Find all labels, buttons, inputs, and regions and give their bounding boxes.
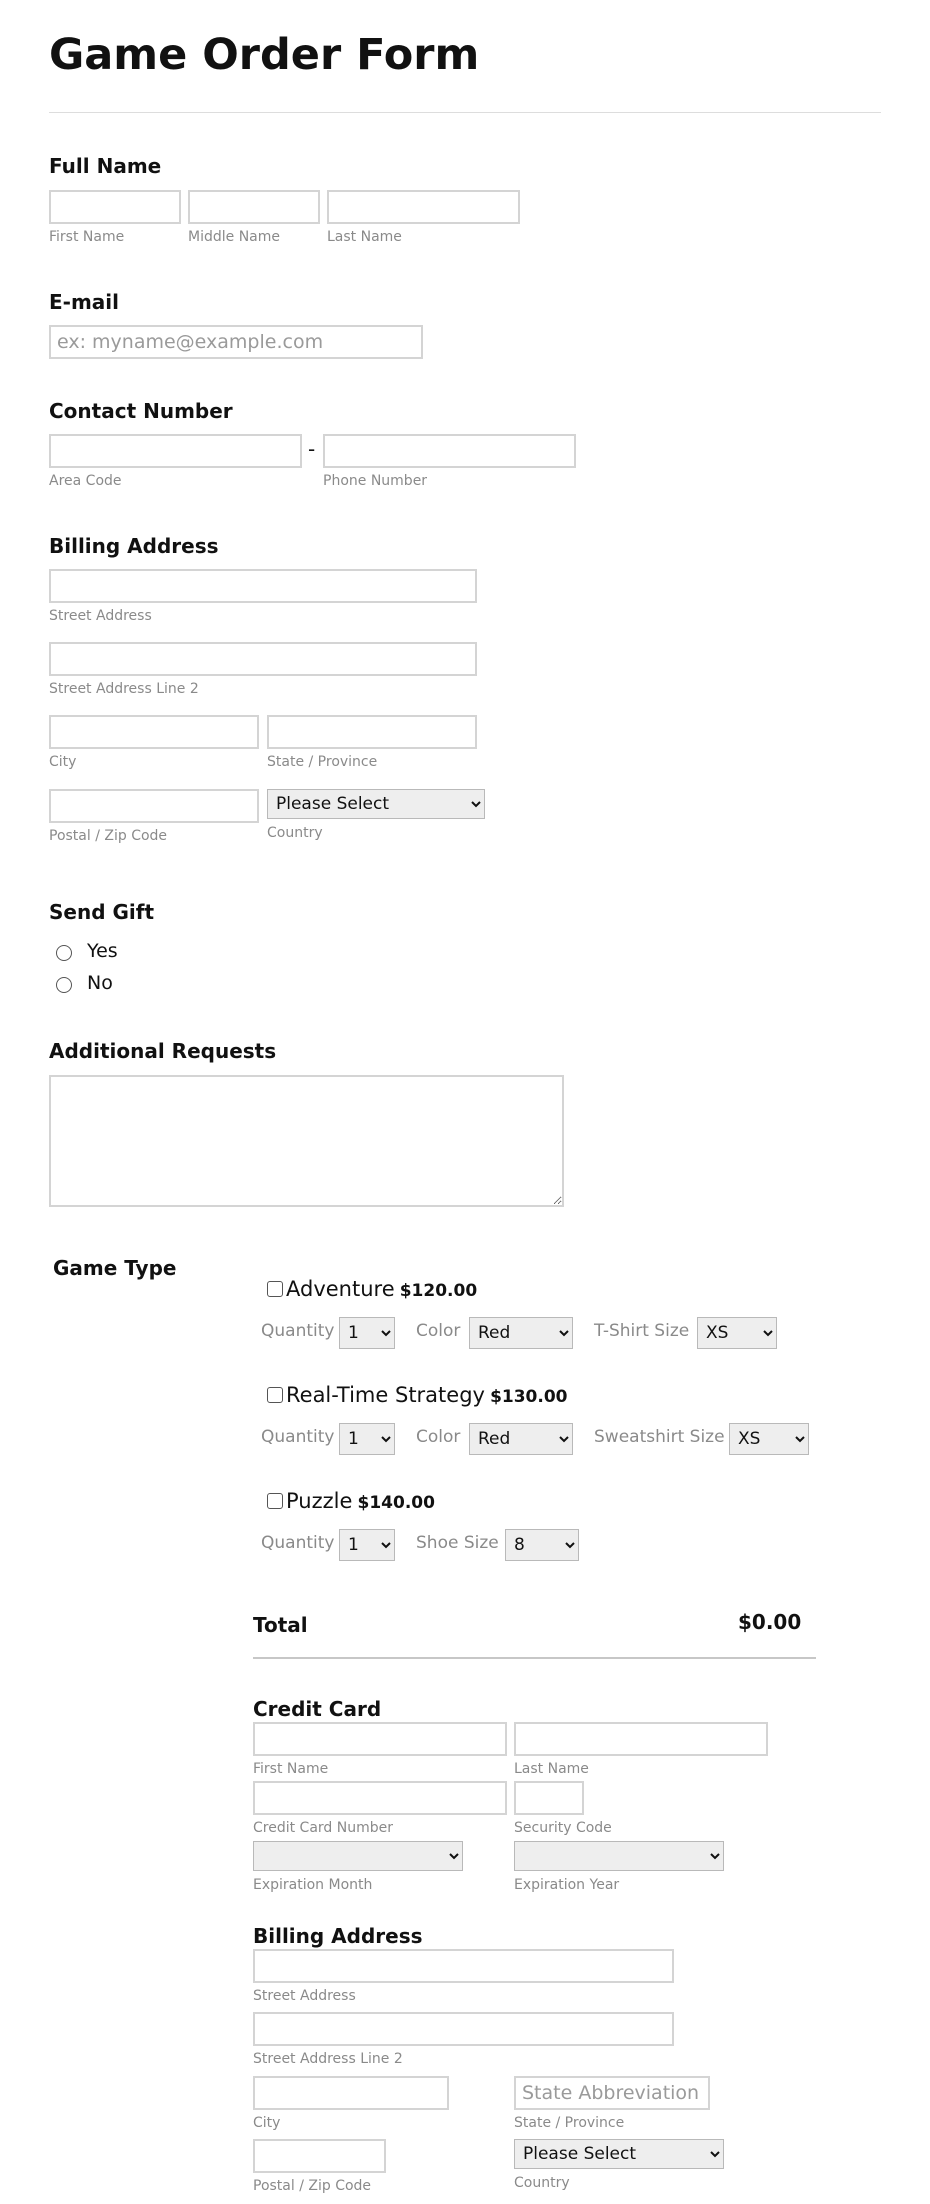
cc-street-address-line2-input[interactable]	[253, 2012, 674, 2046]
phone-separator: -	[308, 437, 316, 461]
puzzle-name: Puzzle	[286, 1489, 353, 1513]
state-input[interactable]	[267, 715, 477, 749]
contact-number-label: Contact Number	[49, 399, 233, 423]
cc-city-input[interactable]	[253, 2076, 449, 2110]
state-sublabel: State / Province	[267, 754, 378, 770]
last-name-input[interactable]	[327, 190, 520, 224]
game-type-label: Game Type	[53, 1256, 177, 1280]
email-label: E-mail	[49, 290, 120, 314]
cc-number-input[interactable]	[253, 1781, 507, 1815]
gift-yes-label[interactable]: Yes	[87, 940, 118, 962]
cc-zip-sublabel: Postal / Zip Code	[253, 2178, 372, 2194]
cc-last-name-sublabel: Last Name	[514, 1761, 589, 1777]
total-value: $0.00	[738, 1610, 802, 1634]
puzzle-checkbox[interactable]	[267, 1493, 283, 1509]
rts-name: Real-Time Strategy	[286, 1383, 485, 1407]
cc-street-address-line2-sublabel: Street Address Line 2	[253, 2051, 403, 2067]
adventure-checkbox[interactable]	[267, 1281, 283, 1297]
rts-product	[286, 1383, 568, 1407]
last-name-sublabel: Last Name	[327, 229, 402, 245]
gift-yes-radio[interactable]	[56, 945, 72, 961]
first-name-input[interactable]	[49, 190, 181, 224]
cc-first-name-input[interactable]	[253, 1722, 507, 1756]
cc-security-code-sublabel: Security Code	[514, 1820, 612, 1836]
adventure-quantity-label: Quantity	[261, 1321, 335, 1341]
cc-number-sublabel: Credit Card Number	[253, 1820, 393, 1836]
puzzle-price: $140.00	[357, 1493, 435, 1513]
page-title: Game Order Form	[49, 30, 480, 80]
cc-first-name-sublabel: First Name	[253, 1761, 329, 1777]
puzzle-size-label: Shoe Size	[416, 1533, 499, 1553]
first-name-sublabel: First Name	[49, 229, 125, 245]
total-label: Total	[253, 1613, 308, 1637]
cc-exp-year-select[interactable]	[514, 1841, 724, 1871]
zip-sublabel: Postal / Zip Code	[49, 828, 168, 844]
cc-street-address-input[interactable]	[253, 1949, 674, 1983]
rts-price: $130.00	[490, 1387, 568, 1407]
phone-number-input[interactable]	[323, 434, 576, 468]
rts-quantity-label: Quantity	[261, 1427, 335, 1447]
street-address-line2-sublabel: Street Address Line 2	[49, 681, 199, 697]
cc-street-address-sublabel: Street Address	[253, 1988, 356, 2004]
middle-name-input[interactable]	[188, 190, 320, 224]
country-sublabel: Country	[267, 825, 323, 841]
rts-quantity-select[interactable]	[339, 1423, 395, 1455]
city-sublabel: City	[49, 754, 77, 770]
adventure-size-select[interactable]	[697, 1317, 777, 1349]
middle-name-sublabel: Middle Name	[188, 229, 280, 245]
adventure-color-select[interactable]	[469, 1317, 573, 1349]
cc-billing-address-label: Billing Address	[253, 1924, 423, 1948]
title-divider	[49, 112, 881, 113]
cc-zip-input[interactable]	[253, 2139, 386, 2173]
cc-country-select[interactable]	[514, 2139, 724, 2169]
puzzle-product	[286, 1489, 435, 1513]
full-name-label: Full Name	[49, 154, 162, 178]
puzzle-size-select[interactable]	[505, 1529, 579, 1561]
billing-address-label: Billing Address	[49, 534, 219, 558]
rts-color-select[interactable]	[469, 1423, 573, 1455]
adventure-price: $120.00	[399, 1281, 478, 1301]
cc-exp-year-sublabel: Expiration Year	[514, 1877, 620, 1893]
cc-state-input[interactable]	[514, 2076, 710, 2110]
adventure-name: Adventure	[286, 1277, 395, 1301]
puzzle-quantity-select[interactable]	[339, 1529, 395, 1561]
credit-card-label: Credit Card	[253, 1697, 382, 1721]
phone-number-sublabel: Phone Number	[323, 473, 428, 489]
street-address-line2-input[interactable]	[49, 642, 477, 676]
cc-exp-month-select[interactable]	[253, 1841, 463, 1871]
cc-country-sublabel: Country	[514, 2175, 570, 2191]
street-address-input[interactable]	[49, 569, 477, 603]
additional-requests-label: Additional Requests	[49, 1039, 277, 1063]
rts-checkbox[interactable]	[267, 1387, 283, 1403]
area-code-sublabel: Area Code	[49, 473, 122, 489]
cc-last-name-input[interactable]	[514, 1722, 768, 1756]
street-address-sublabel: Street Address	[49, 608, 152, 624]
cc-state-sublabel: State / Province	[514, 2115, 625, 2131]
puzzle-quantity-label: Quantity	[261, 1533, 335, 1553]
gift-no-label[interactable]: No	[87, 972, 113, 994]
adventure-color-label: Color	[416, 1321, 461, 1341]
zip-input[interactable]	[49, 789, 259, 823]
adventure-product	[286, 1277, 477, 1301]
email-field[interactable]	[49, 325, 423, 359]
gift-no-radio[interactable]	[56, 977, 72, 993]
cc-security-code-input[interactable]	[514, 1781, 584, 1815]
adventure-size-label: T-Shirt Size	[594, 1321, 690, 1341]
rts-size-select[interactable]	[729, 1423, 809, 1455]
area-code-input[interactable]	[49, 434, 302, 468]
send-gift-label: Send Gift	[49, 900, 155, 924]
rts-color-label: Color	[416, 1427, 461, 1447]
adventure-quantity-select[interactable]	[339, 1317, 395, 1349]
cc-exp-month-sublabel: Expiration Month	[253, 1877, 373, 1893]
additional-requests-textarea[interactable]	[49, 1075, 564, 1207]
cc-city-sublabel: City	[253, 2115, 281, 2131]
city-input[interactable]	[49, 715, 259, 749]
total-divider	[253, 1657, 816, 1659]
rts-size-label: Sweatshirt Size	[594, 1427, 725, 1447]
country-select[interactable]	[267, 789, 485, 819]
